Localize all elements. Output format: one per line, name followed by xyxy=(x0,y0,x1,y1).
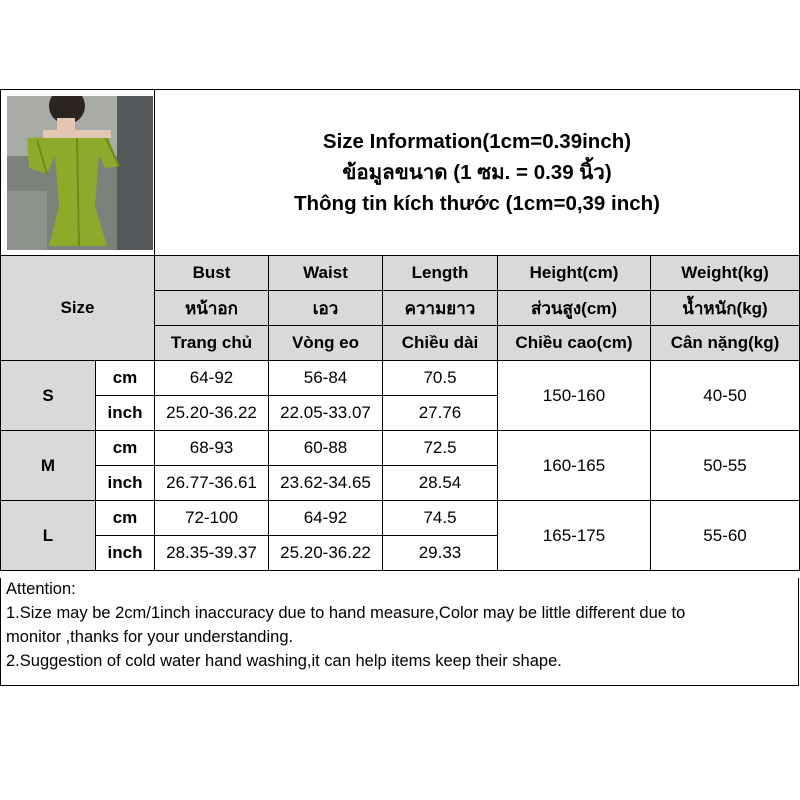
col-weight-en: Weight(kg) xyxy=(651,256,800,291)
table-cell-height: 160-165 xyxy=(498,431,651,501)
table-cell-waist: 64-92 xyxy=(269,501,383,536)
unit-inch: inch xyxy=(96,396,155,431)
col-length-th: ความยาว xyxy=(383,291,498,326)
size-s-label: S xyxy=(1,361,96,431)
col-length-en: Length xyxy=(383,256,498,291)
table-cell-weight: 50-55 xyxy=(651,431,800,501)
table-cell-waist: 23.62-34.65 xyxy=(269,466,383,501)
col-weight-vi: Cân nặng(kg) xyxy=(651,326,800,361)
table-cell-bust: 25.20-36.22 xyxy=(155,396,269,431)
table-cell-weight: 55-60 xyxy=(651,501,800,571)
table-cell-length: 74.5 xyxy=(383,501,498,536)
size-chart xyxy=(0,89,800,686)
attention-line-1b: monitor ,thanks for your understanding. xyxy=(6,628,294,646)
col-height-th: ส่วนสูง(cm) xyxy=(498,291,651,326)
table-cell-length: 72.5 xyxy=(383,431,498,466)
attention-line-1a: 1.Size may be 2cm/1inch inaccuracy due to hand measure,Color may be little different due to xyxy=(6,604,686,622)
title-vietnamese: Thông tin kích thước (1cm=0,39 inch) xyxy=(293,192,661,215)
col-length-vi: Chiều dài xyxy=(383,326,498,361)
size-header: Size xyxy=(1,256,155,361)
unit-inch: inch xyxy=(96,536,155,571)
col-waist-vi: Vòng eo xyxy=(269,326,383,361)
table-cell-height: 165-175 xyxy=(498,501,651,571)
table-cell-bust: 28.35-39.37 xyxy=(155,536,269,571)
unit-inch: inch xyxy=(96,466,155,501)
table-cell-waist: 22.05-33.07 xyxy=(269,396,383,431)
unit-cm: cm xyxy=(96,431,155,466)
table-cell-bust: 64-92 xyxy=(155,361,269,396)
size-table xyxy=(0,89,800,571)
product-photo xyxy=(7,96,153,250)
table-cell-length: 70.5 xyxy=(383,361,498,396)
title-thai: ข้อมูลขนาด (1 ซม. = 0.39 นิ้ว) xyxy=(342,161,612,184)
unit-cm: cm xyxy=(96,501,155,536)
table-cell-length: 28.54 xyxy=(383,466,498,501)
table-cell-bust: 68-93 xyxy=(155,431,269,466)
col-weight-th: น้ำหนัก(kg) xyxy=(651,291,800,326)
table-cell-bust: 26.77-36.61 xyxy=(155,466,269,501)
product-photo-cell xyxy=(1,90,155,256)
col-bust-th: หน้าอก xyxy=(155,291,269,326)
col-height-en: Height(cm) xyxy=(498,256,651,291)
title-english: Size Information(1cm=0.39inch) xyxy=(322,130,632,153)
table-cell-waist: 56-84 xyxy=(269,361,383,396)
table-cell-waist: 25.20-36.22 xyxy=(269,536,383,571)
size-m-label: M xyxy=(1,431,96,501)
table-cell-weight: 40-50 xyxy=(651,361,800,431)
col-waist-th: เอว xyxy=(269,291,383,326)
col-bust-en: Bust xyxy=(155,256,269,291)
table-cell-waist: 60-88 xyxy=(269,431,383,466)
col-bust-vi: Trang chủ xyxy=(155,326,269,361)
table-cell-length: 27.76 xyxy=(383,396,498,431)
attention-heading: Attention: xyxy=(6,580,76,598)
unit-cm: cm xyxy=(96,361,155,396)
col-height-vi: Chiều cao(cm) xyxy=(498,326,651,361)
table-cell-height: 150-160 xyxy=(498,361,651,431)
table-cell-bust: 72-100 xyxy=(155,501,269,536)
size-l-label: L xyxy=(1,501,96,571)
title-cell xyxy=(155,90,800,256)
attention-line-2: 2.Suggestion of cold water hand washing,it can help items keep their shape. xyxy=(6,652,562,670)
col-waist-en: Waist xyxy=(269,256,383,291)
table-cell-length: 29.33 xyxy=(383,536,498,571)
attention-notes xyxy=(0,578,799,686)
